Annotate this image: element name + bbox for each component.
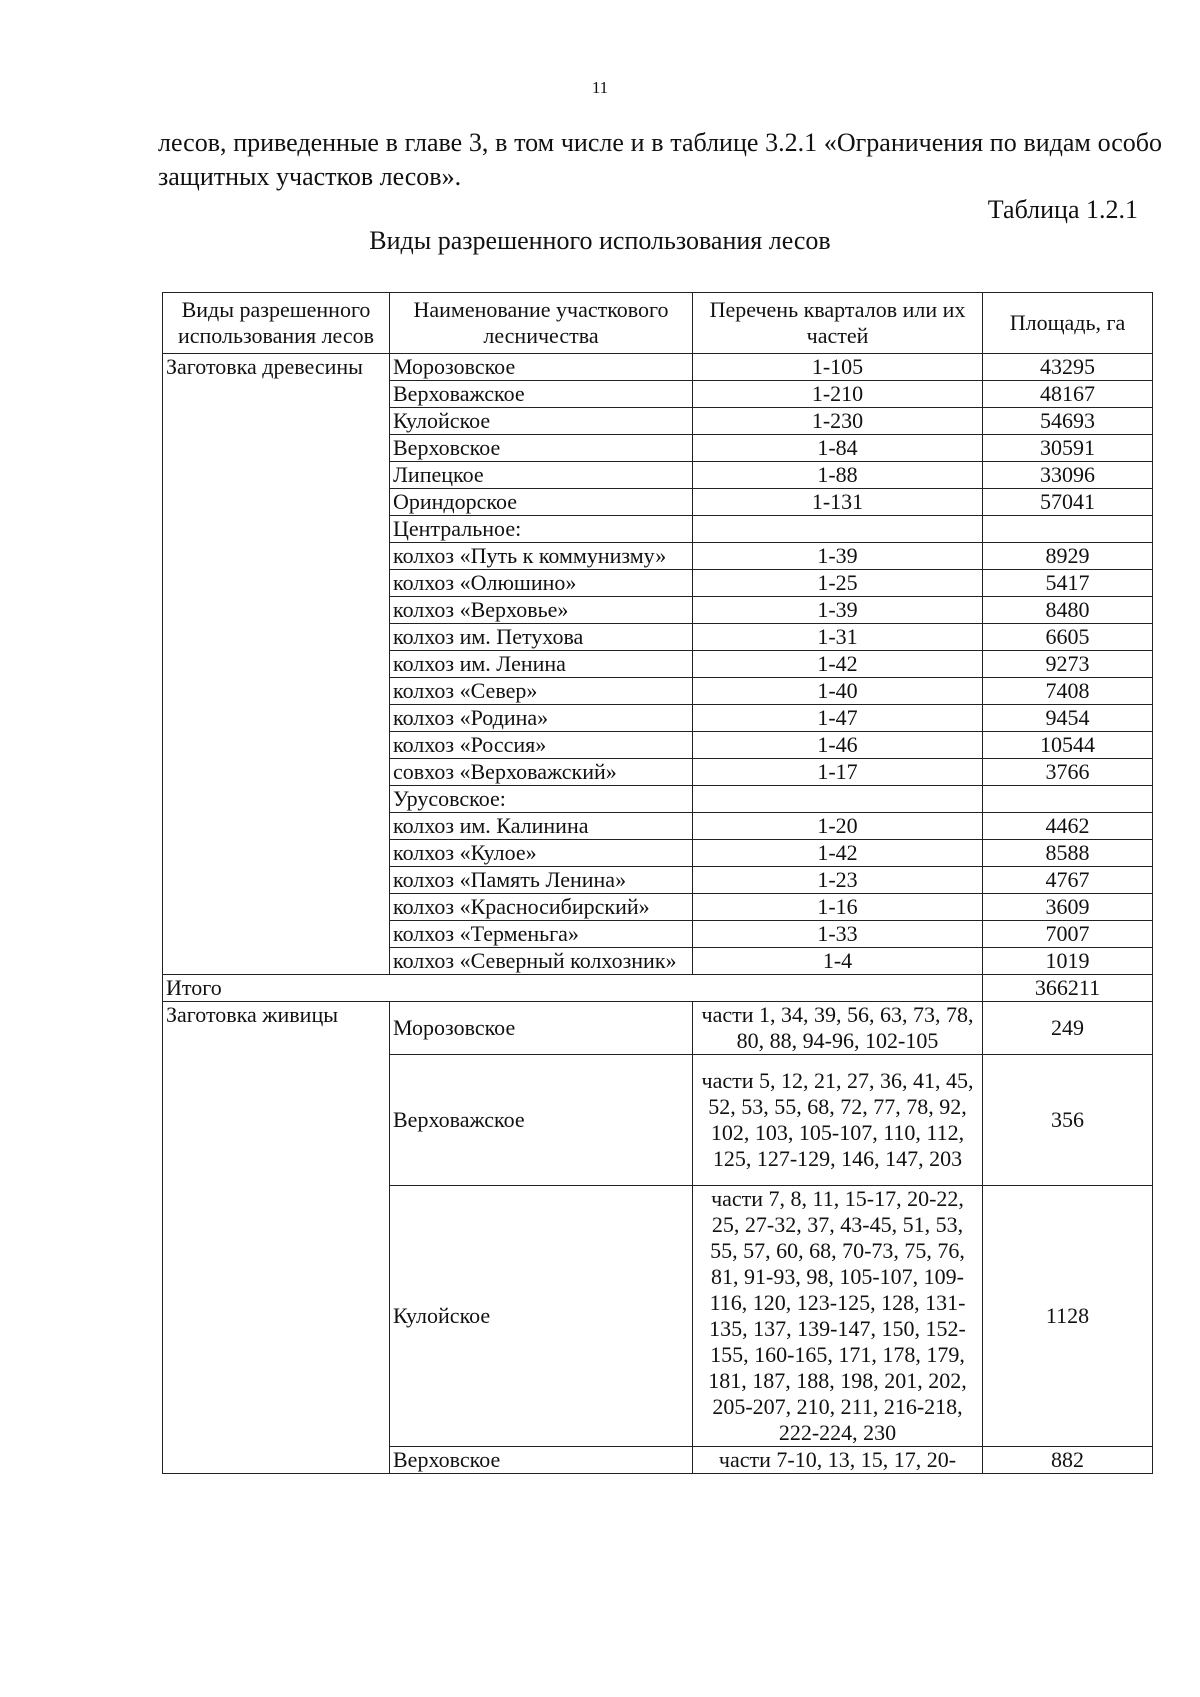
intro-paragraph: лесов, приведенные в главе 3, в том числе и в таблице 3.2.1 «Ограничения по видам особо защитных участков лесов». [158, 128, 1162, 191]
forestry-name-cell: Верховское [390, 435, 693, 462]
forestry-name-cell: колхоз «Память Ленина» [390, 867, 693, 894]
forestry-name-cell: Центральное: [390, 516, 693, 543]
forestry-name-cell: Кулойское [390, 1186, 693, 1447]
use-type-cell: Заготовка древесины [163, 354, 390, 975]
quarters-cell: 1-4 [693, 948, 983, 975]
forestry-name-cell: колхоз «Путь к коммунизму» [390, 543, 693, 570]
area-cell: 3609 [983, 894, 1153, 921]
area-cell: 48167 [983, 381, 1153, 408]
table-header-row [163, 293, 1153, 354]
area-cell: 5417 [983, 570, 1153, 597]
quarters-cell: 1-88 [693, 462, 983, 489]
forestry-name-cell: колхоз «Терменьга» [390, 921, 693, 948]
area-cell: 6605 [983, 624, 1153, 651]
table-row [163, 354, 1153, 381]
table-title: Виды разрешенного использования лесов [369, 226, 831, 255]
area-cell: 3766 [983, 759, 1153, 786]
area-cell: 43295 [983, 354, 1153, 381]
area-cell: 356 [983, 1055, 1153, 1186]
area-cell: 4462 [983, 813, 1153, 840]
forestry-name-cell: Липецкое [390, 462, 693, 489]
quarters-cell: 1-47 [693, 705, 983, 732]
forestry-name-cell: Урусовское: [390, 786, 693, 813]
forestry-name-cell: Ориндорское [390, 489, 693, 516]
forestry-name-cell: колхоз «Север» [390, 678, 693, 705]
forestry-name-cell: Кулойское [390, 408, 693, 435]
quarters-cell: части 1, 34, 39, 56, 63, 73, 78, 80, 88, 94-96, 102-105 [693, 1002, 983, 1055]
total-row [163, 975, 1153, 1002]
permitted-use-table [162, 292, 1153, 1474]
area-cell: 10544 [983, 732, 1153, 759]
area-cell: 882 [983, 1447, 1153, 1474]
quarters-cell: части 5, 12, 21, 27, 36, 41, 45, 52, 53, 55, 68, 72, 77, 78, 92, 102, 103, 105-107, 110, 112, 125, 127-129, 146, 147, 203 [693, 1055, 983, 1186]
forestry-name-cell: колхоз «Красносибирский» [390, 894, 693, 921]
area-cell: 249 [983, 1002, 1153, 1055]
forestry-name-cell: колхоз им. Петухова [390, 624, 693, 651]
forestry-name-cell: Морозовское [390, 354, 693, 381]
area-cell: 1019 [983, 948, 1153, 975]
quarters-cell: части 7, 8, 11, 15-17, 20-22, 25, 27-32, 37, 43-45, 51, 53, 55, 57, 60, 68, 70-73, 75, 76, 81, 91-93, 98, 105-107, 109-116, 120, 123-125, 128, 131-135, 137, 139-147, 150, 152-155, 160-165, 171, 178, 179, 181, 187, 188, 198, 201, 202, 205-207, 210, 211, 216-218, 222-224, 230 [693, 1186, 983, 1447]
quarters-cell: 1-42 [693, 651, 983, 678]
quarters-cell: 1-42 [693, 840, 983, 867]
quarters-cell: 1-16 [693, 894, 983, 921]
area-cell: 8588 [983, 840, 1153, 867]
quarters-cell: 1-20 [693, 813, 983, 840]
area-cell [983, 516, 1153, 543]
area-cell: 9273 [983, 651, 1153, 678]
quarters-cell: 1-31 [693, 624, 983, 651]
area-cell: 4767 [983, 867, 1153, 894]
header-area: Площадь, га [983, 293, 1153, 354]
quarters-cell [693, 516, 983, 543]
area-cell: 7007 [983, 921, 1153, 948]
header-use-type: Виды разрешенного использования лесов [163, 293, 390, 354]
forestry-name-cell: колхоз «Кулое» [390, 840, 693, 867]
header-forestry-name: Наименование участкового лесничества [390, 293, 693, 354]
quarters-cell: 1-105 [693, 354, 983, 381]
quarters-cell: 1-23 [693, 867, 983, 894]
forestry-name-cell: Морозовское [390, 1002, 693, 1055]
quarters-cell: 1-33 [693, 921, 983, 948]
table-row [163, 1002, 1153, 1055]
forestry-name-cell: колхоз им. Ленина [390, 651, 693, 678]
area-cell: 7408 [983, 678, 1153, 705]
header-quarters-list: Перечень кварталов или их частей [693, 293, 983, 354]
quarters-cell: 1-17 [693, 759, 983, 786]
forestry-name-cell: Верховское [390, 1447, 693, 1474]
forestry-name-cell: Верховажское [390, 1055, 693, 1186]
forestry-name-cell: колхоз «Верховье» [390, 597, 693, 624]
forestry-name-cell: колхоз «Олюшино» [390, 570, 693, 597]
quarters-cell: 1-84 [693, 435, 983, 462]
area-cell: 57041 [983, 489, 1153, 516]
quarters-cell: части 7-10, 13, 15, 17, 20- [693, 1447, 983, 1474]
total-value-cell: 366211 [983, 975, 1153, 1002]
forestry-name-cell: колхоз «Россия» [390, 732, 693, 759]
total-label-cell: Итого [163, 975, 983, 1002]
forestry-name-cell: колхоз им. Калинина [390, 813, 693, 840]
quarters-cell: 1-25 [693, 570, 983, 597]
quarters-cell [693, 786, 983, 813]
quarters-cell: 1-210 [693, 381, 983, 408]
quarters-cell: 1-40 [693, 678, 983, 705]
quarters-cell: 1-230 [693, 408, 983, 435]
quarters-cell: 1-131 [693, 489, 983, 516]
area-cell: 33096 [983, 462, 1153, 489]
use-type-cell: Заготовка живицы [163, 1002, 390, 1474]
area-cell: 54693 [983, 408, 1153, 435]
page-number: 11 [591, 78, 609, 97]
forestry-name-cell: колхоз «Родина» [390, 705, 693, 732]
forestry-name-cell: Верховажское [390, 381, 693, 408]
quarters-cell: 1-39 [693, 543, 983, 570]
quarters-cell: 1-39 [693, 597, 983, 624]
area-cell: 30591 [983, 435, 1153, 462]
area-cell [983, 786, 1153, 813]
area-cell: 9454 [983, 705, 1153, 732]
area-cell: 8929 [983, 543, 1153, 570]
area-cell: 8480 [983, 597, 1153, 624]
quarters-cell: 1-46 [693, 732, 983, 759]
table-label: Таблица 1.2.1 [987, 195, 1138, 224]
forestry-name-cell: колхоз «Северный колхозник» [390, 948, 693, 975]
area-cell: 1128 [983, 1186, 1153, 1447]
forestry-name-cell: совхоз «Верховажский» [390, 759, 693, 786]
